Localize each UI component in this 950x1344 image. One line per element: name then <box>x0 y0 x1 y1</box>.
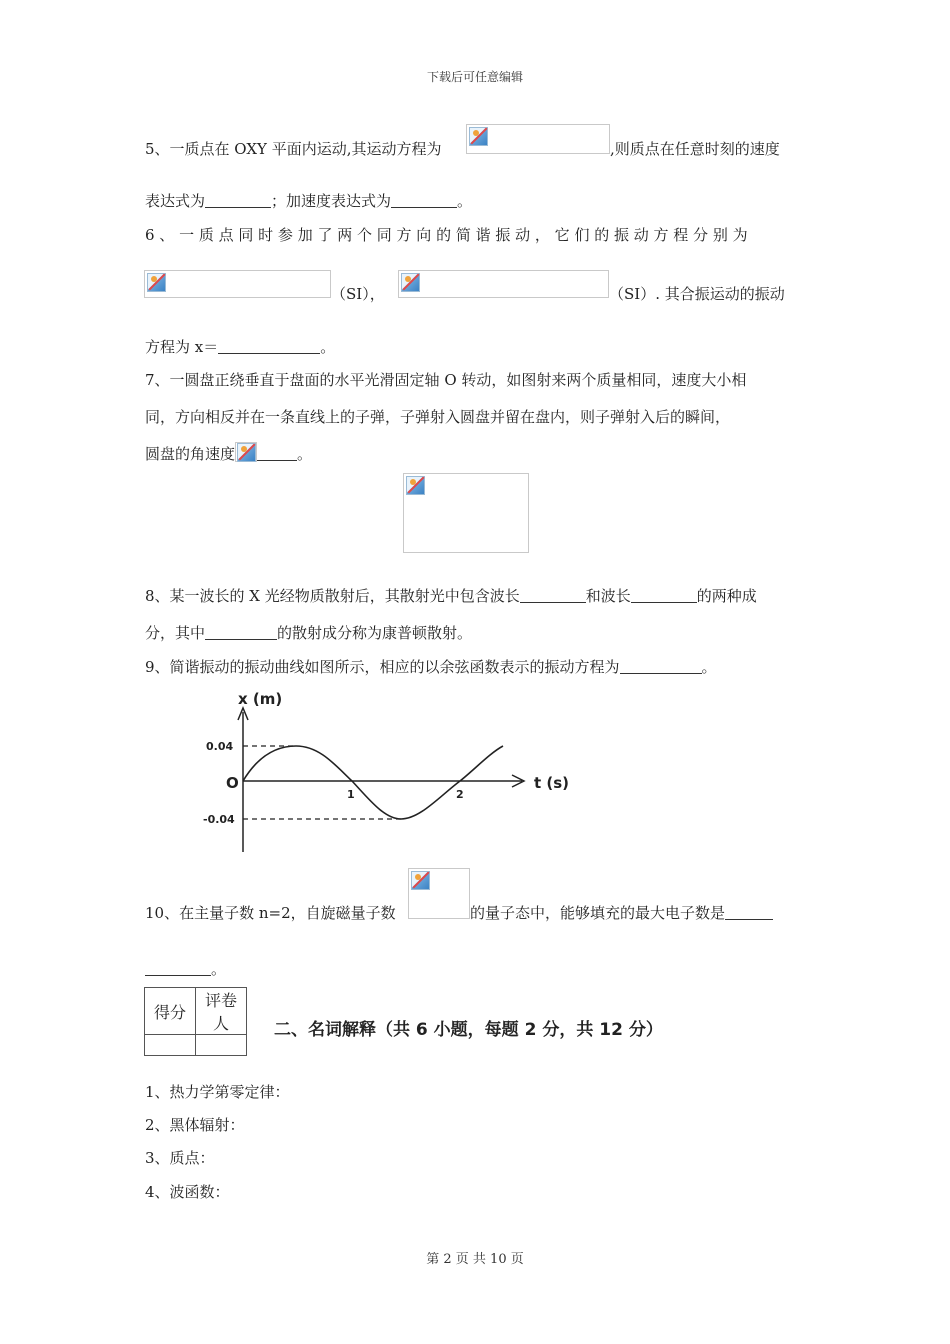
question-8-line2: 分，其中 的散射成分称为康普顿散射。 <box>145 624 473 642</box>
answer-blank[interactable] <box>218 338 320 354</box>
question-5-line2: 表达式为 ；加速度表达式为 。 <box>145 192 473 210</box>
question-5-line1-end: ,则质点在任意时刻的速度 <box>610 140 780 158</box>
question-10-line2: 。 <box>145 958 226 979</box>
answer-blank[interactable] <box>391 192 457 208</box>
equation-image-placeholder <box>466 124 610 154</box>
answer-blank[interactable] <box>520 587 586 603</box>
question-6-line1: 6 、 一 质 点 同 时 参 加 了 两 个 同 方 向 的 简 谐 振 动 ， 它 们 的 振 动 方 程 分 别 为 <box>145 226 748 244</box>
answer-blank[interactable] <box>205 624 277 640</box>
question-10-line1-start: 10、在主量子数 n=2，自旋磁量子数 <box>145 904 396 922</box>
question-7-line3: 圆盘的角速度 。 <box>145 442 312 464</box>
term-item: 4、波函数： <box>145 1183 230 1201</box>
t-tick-label-2: 2 <box>456 788 464 801</box>
broken-image-icon <box>406 476 425 495</box>
score-cell[interactable] <box>145 1035 196 1056</box>
question-7-line2: 同，方向相反并在一条直线上的子弹，子弹射入圆盘并留在盘内，则子弹射入后的瞬间， <box>145 408 731 426</box>
question-9-line1: 9、简谐振动的振动曲线如图所示，相应的以余弦函数表示的振动方程为 。 <box>145 658 717 676</box>
answer-blank[interactable] <box>205 192 271 208</box>
question-10-line1-end: 的量子态中，能够填充的最大电子数是 <box>470 902 773 923</box>
broken-image-icon <box>469 127 488 146</box>
broken-image-icon <box>237 443 256 462</box>
equation-image-placeholder <box>398 270 609 298</box>
answer-blank[interactable] <box>257 445 297 461</box>
page-footer: 第 2 页 共 10 页 <box>426 1252 524 1267</box>
term-item: 2、黑体辐射： <box>145 1116 245 1134</box>
broken-image-icon <box>401 273 420 292</box>
grader-header: 评卷人 <box>196 988 247 1035</box>
answer-blank[interactable] <box>620 658 702 674</box>
y-min-tick-label: -0.04 <box>203 813 235 826</box>
score-table <box>144 987 247 1056</box>
question-6-line3: 方程为 x＝ 。 <box>145 338 336 356</box>
answer-blank[interactable] <box>725 904 773 920</box>
sine-curve <box>243 746 503 819</box>
term-item: 3、质点： <box>145 1149 215 1167</box>
broken-image-icon <box>411 871 430 890</box>
vibration-curve-figure <box>195 685 595 855</box>
figure-image-placeholder <box>403 473 529 553</box>
answer-blank[interactable] <box>145 960 211 976</box>
t-tick-label-1: 1 <box>347 788 355 801</box>
equation-image-placeholder <box>235 442 257 462</box>
page-header: 下载后可任意编辑 <box>426 70 523 84</box>
grader-cell[interactable] <box>196 1035 247 1056</box>
section-2-title: 二、名词解释（共 6 小题，每题 2 分，共 12 分） <box>274 1020 663 1040</box>
question-7-line1: 7、一圆盘正绕垂直于盘面的水平光滑固定轴 O 转动，如图射来两个质量相同，速度大小相 <box>145 371 747 389</box>
y-max-tick-label: 0.04 <box>206 740 234 753</box>
si-label-1: （SI）， <box>331 285 385 303</box>
y-axis-label: x (m) <box>238 690 283 708</box>
answer-blank[interactable] <box>631 587 697 603</box>
t-axis-label: t (s) <box>534 774 570 792</box>
equation-image-placeholder <box>144 270 331 298</box>
si-label-2: （SI）. 其合振运动的振动 <box>609 285 785 303</box>
score-header: 得分 <box>145 988 196 1035</box>
equation-image-placeholder <box>408 868 470 919</box>
broken-image-icon <box>147 273 166 292</box>
question-5-line1: 5、一质点在 OXY 平面内运动,其运动方程为 <box>145 140 442 158</box>
origin-label: O <box>226 774 239 792</box>
question-8-line1: 8、某一波长的 X 光经物质散射后，其散射光中包含波长 和波长 的两种成 <box>145 587 757 605</box>
term-item: 1、热力学第零定律： <box>145 1083 290 1101</box>
